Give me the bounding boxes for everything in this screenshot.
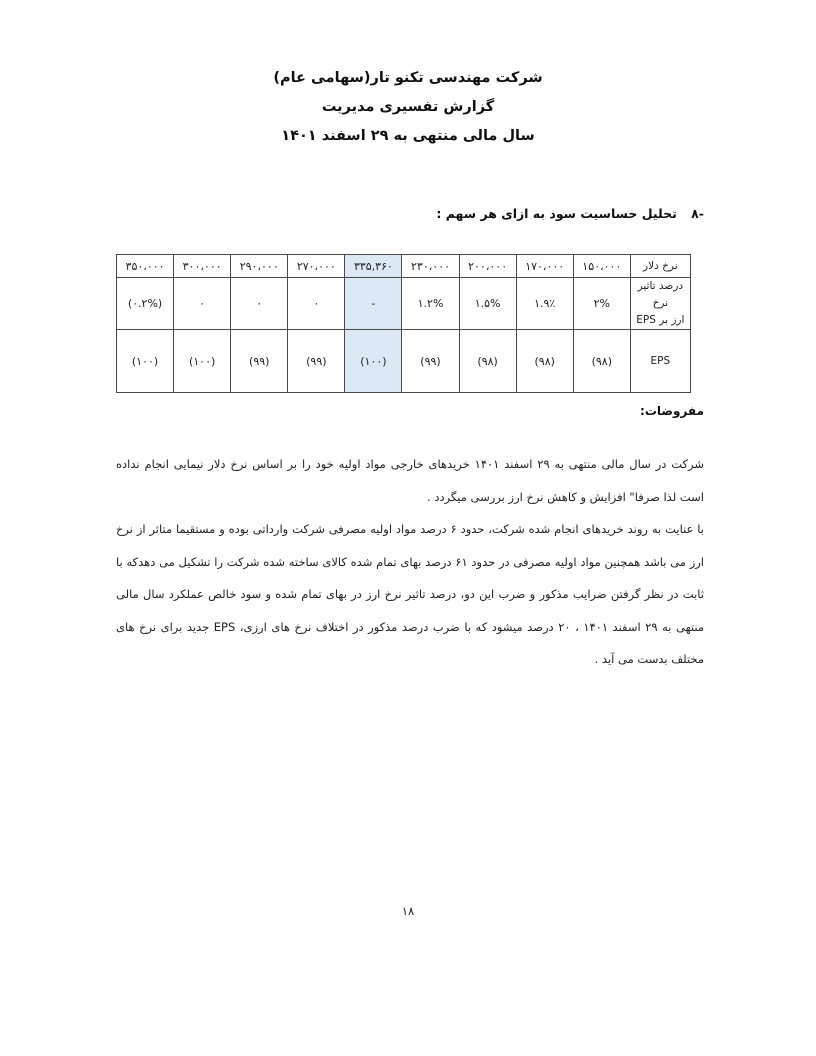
row-label-line: درصد تاثیر نرخ — [637, 280, 684, 309]
table-cell: (۰.۲%) — [117, 278, 174, 330]
row-label-eps: EPS — [630, 330, 690, 393]
table-cell: (۱۰۰) — [174, 330, 231, 393]
row-label-line: ارز بر EPS — [636, 314, 685, 326]
table-cell: ۰ — [288, 278, 345, 330]
report-header — [0, 64, 816, 151]
report-title: گزارش تفسیری مدیریت — [321, 99, 495, 115]
company-name: شرکت مهندسی تکنو تار(سهامی عام) — [273, 70, 543, 86]
section-number: -۸ — [691, 206, 704, 221]
table-cell-base: ۳۳۵,۳۶۰ — [345, 255, 402, 278]
table-cell: (۹۹) — [288, 330, 345, 393]
paragraph: شرکت در سال مالی منتهی به ۲۹ اسفند ۱۴۰۱ خریدهای خارجی مواد اولیه خود را بر اساس نرخ دلار نیمایی انجام نداده است لذا صرفا" افزایش و کاهش نرخ ارز بررسی میگردد . — [116, 457, 705, 504]
fiscal-period: سال مالی منتهی به ۲۹ اسفند ۱۴۰۱ — [281, 128, 535, 144]
table-cell: ۳۵۰،۰۰۰ — [117, 255, 174, 278]
sensitivity-table — [116, 254, 691, 393]
table-cell-base: - — [345, 278, 402, 330]
table-cell: (۹۹) — [231, 330, 288, 393]
table-cell: ۰ — [231, 278, 288, 330]
table-cell: (۱۰۰) — [117, 330, 174, 393]
table-cell: ۲۷۰،۰۰۰ — [288, 255, 345, 278]
page-number: ۱۸ — [401, 904, 415, 918]
section-title-text: تحلیل حساسیت سود به ازای هر سهم : — [436, 206, 677, 221]
table-cell: ۱.۵% — [459, 278, 516, 330]
paragraph: با عنایت به روند خریدهای انجام شده شرکت، حدود ۶ درصد مواد اولیه مصرفی شرکت وارداتی بوده و مستقیما متاثر از نرخ ارز می باشد همچنین مواد اولیه مصرفی در حدود ۶۱ درصد بهای تمام شده کالای ساخته شده شرکت را تشکیل می دهدکه با ثابت در نظر گرفتن ضرایب مذکور و ضرب این دو، درصد تاثیر نرخ ارز در بهای تمام شده و سود خالص عملکرد سال مالی منتهی به ۲۹ اسفند ۱۴۰۱ ، ۲۰ درصد میشود که با ضرب درصد مذکور در اختلاف نرخ های ارزی، EPS جدید برای نرخ های مختلف بدست می آید . — [116, 522, 705, 666]
row-label-impact-percent — [630, 278, 690, 330]
table-cell: (۹۹) — [402, 330, 459, 393]
row-label-dollar-rate: نرخ دلار — [630, 255, 690, 278]
table-row-impact-percent — [117, 278, 691, 330]
table-cell: ۲۳۰،۰۰۰ — [402, 255, 459, 278]
table-cell: ۲۰۰،۰۰۰ — [459, 255, 516, 278]
table-cell: ۲% — [573, 278, 630, 330]
table-cell: ۱.۲% — [402, 278, 459, 330]
table-cell: ۳۰۰،۰۰۰ — [174, 255, 231, 278]
section-heading — [436, 206, 704, 221]
table-cell: ۲۹۰،۰۰۰ — [231, 255, 288, 278]
table-cell: ۰ — [174, 278, 231, 330]
table-cell: ۱۵۰،۰۰۰ — [573, 255, 630, 278]
table-cell-base: (۱۰۰) — [345, 330, 402, 393]
assumptions-body — [116, 448, 704, 676]
table-cell: (۹۸) — [459, 330, 516, 393]
table-cell: ۱۷۰،۰۰۰ — [516, 255, 573, 278]
table-cell: (۹۸) — [516, 330, 573, 393]
table-row-dollar-rate — [117, 255, 691, 278]
table-cell: (۹۸) — [573, 330, 630, 393]
assumptions-heading: مفروضات: — [640, 404, 704, 418]
table-cell: ۱.۹٪ — [516, 278, 573, 330]
table-row-eps — [117, 330, 691, 393]
